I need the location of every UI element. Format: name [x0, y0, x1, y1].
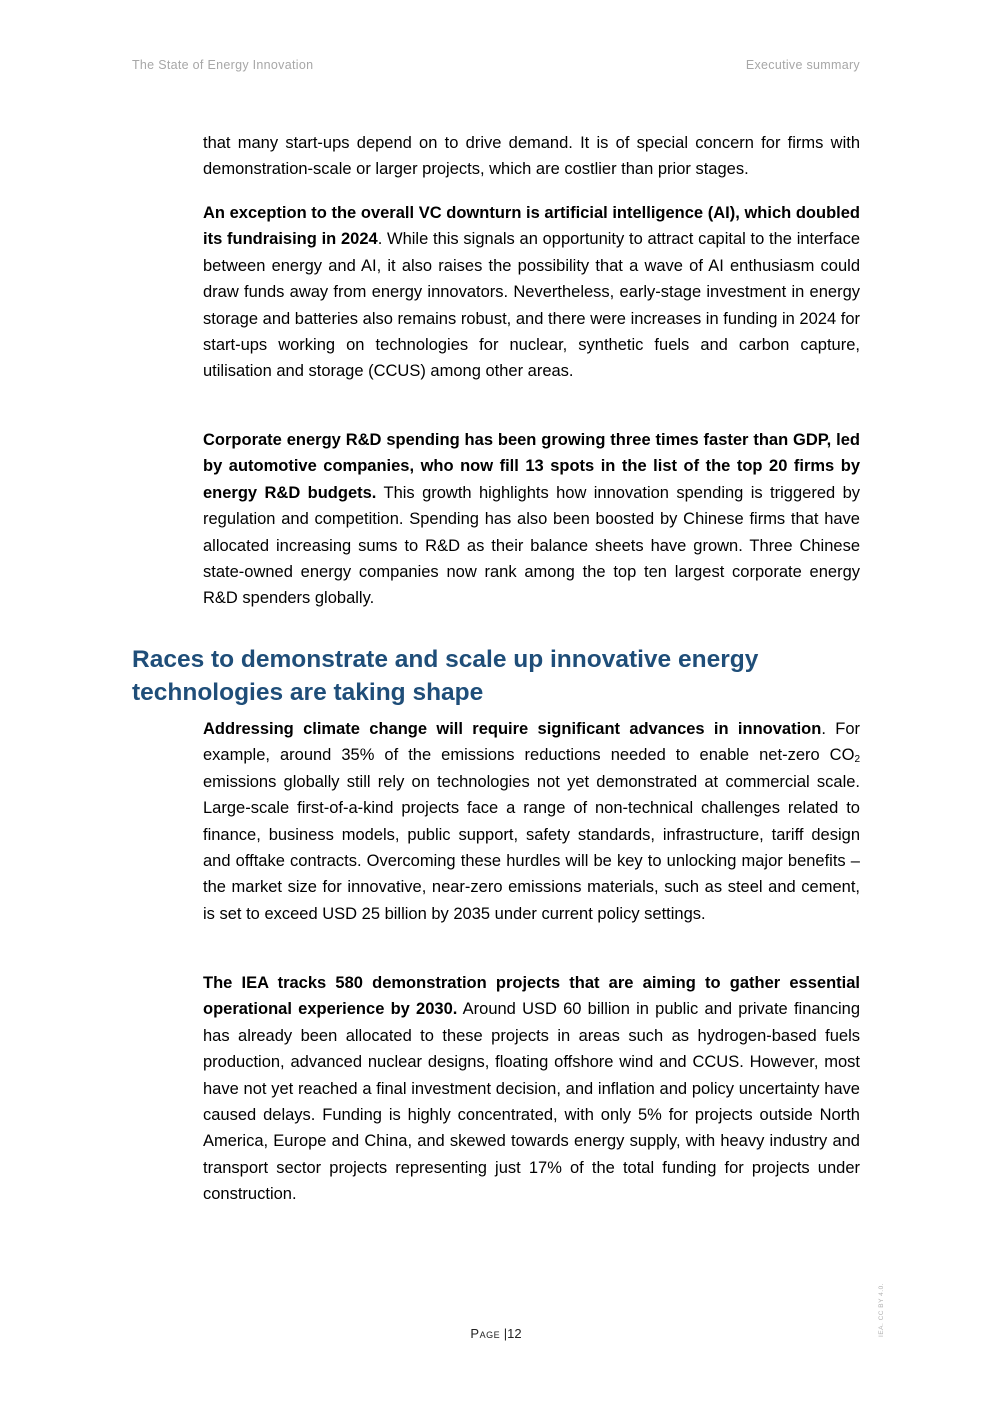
- paragraph-text: . While this signals an opportunity to attract capital to the interface between energy and AI, it also raises the possibility that a wave of AI enthusiasm could draw funds away from energy innovators. Nevertheless, early-stage investment in energy storage and batteries also remains robust, and there were increases in funding in 2024 for start-ups working on technologies for nuclear, synthetic fuels and carbon capture, utilisation and storage (CCUS) among other areas.: [203, 230, 860, 381]
- paragraph-ai-exception: [203, 200, 860, 385]
- paragraph-lead-bold: The IEA tracks 580 demonstration projects that are aiming to gather essential operational experience by 2030.: [203, 974, 860, 1019]
- page-separator: |: [503, 1326, 508, 1341]
- paragraph-text-continued: emissions globally still rely on technologies not yet demonstrated at commercial scale. Large-scale first-of-a-kind projects face a range of non-technical challenges related to finance, business models, public support, safety standards, infrastructure, tariff design and offtake contracts. Overcoming these hurdles will be key to unlocking major benefits – the market size for innovative, near-zero emissions materials, such as steel and cement, is set to exceed USD 25 billion by 2035 under current policy settings.: [203, 772, 860, 923]
- paragraph-text: Around USD 60 billion in public and private financing has already been allocated to these projects in areas such as hydrogen-based fuels production, advanced nuclear designs, floating offshore wind and CCUS. However, most have not yet reached a final investment decision, and inflation and policy uncertainty have caused delays. Funding is highly concentrated, with only 5% for projects outside North America, Europe and China, and skewed towards energy supply, with heavy industry and transport sector projects representing just 17% of the total funding for projects under construction.: [203, 1000, 860, 1204]
- paragraph-text: This growth highlights how innovation spending is triggered by regulation and competition. Spending has also been boosted by Chinese firms that have allocated increasing sums to R&D as their balance sheets have grown. Three Chinese state-owned energy companies now rank among the top ten largest corporate energy R&D spenders globally.: [203, 483, 860, 608]
- running-header-title: The State of Energy Innovation: [132, 58, 314, 72]
- paragraph-climate-innovation: [203, 716, 860, 927]
- license-note: IEA. CC BY 4.0.: [878, 1283, 885, 1337]
- running-header-section: Executive summary: [745, 58, 860, 72]
- paragraph-corporate-rd: [203, 427, 860, 612]
- paragraph-text: that many start-ups depend on to drive demand. It is of special concern for firms with demonstration-scale or larger projects, which are costlier than prior stages.: [203, 134, 860, 179]
- paragraph-text: . For example, around 35% of the emissions reductions needed to enable net-zero CO: [203, 720, 860, 765]
- page-label: Page: [470, 1326, 501, 1341]
- paragraph-lead-bold: An exception to the overall VC downturn is artificial intelligence (AI), which doubled its fundraising in 2024: [203, 204, 860, 249]
- co2-subscript: 2: [854, 754, 860, 766]
- paragraph-vc-concern: [203, 130, 860, 183]
- paragraph-lead-bold: Corporate energy R&D spending has been growing three times faster than GDP, led by automotive companies, who now fill 13 spots in the list of the top 20 firms by energy R&D budgets.: [203, 431, 860, 502]
- section-heading: Races to demonstrate and scale up innovative energy technologies are taking shape: [132, 646, 759, 706]
- paragraph-demonstration-projects: [203, 970, 860, 1208]
- page-footer: [0, 1326, 992, 1341]
- paragraph-lead-bold: Addressing climate change will require significant advances in innovation: [203, 720, 822, 738]
- page-number: 12: [507, 1326, 522, 1341]
